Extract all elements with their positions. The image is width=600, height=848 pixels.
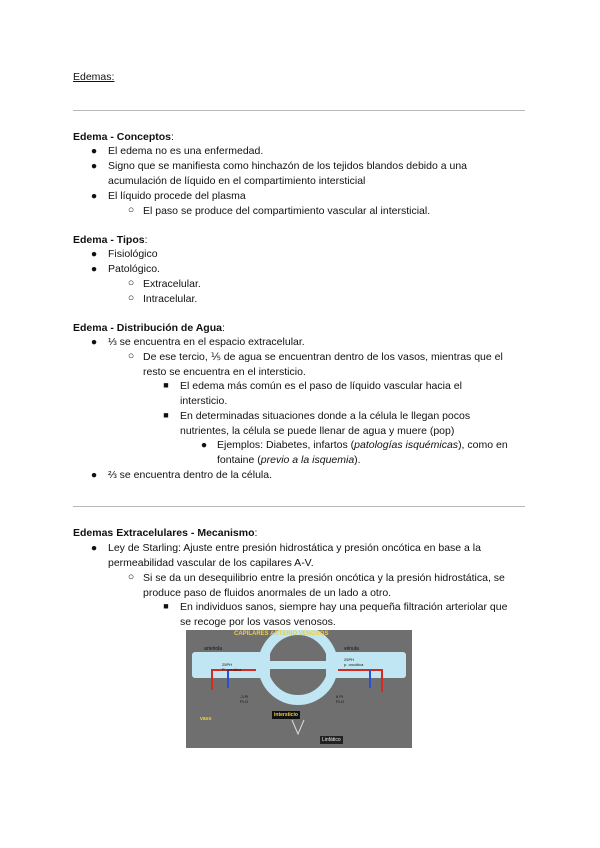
pressure-left-value: -3 Pi Pi-O — [240, 694, 249, 704]
pressure-right-value: 8 Pi Pi-O — [336, 694, 344, 704]
vaso-label: vaso — [200, 716, 212, 722]
list-item: ⅔ se encuentra dentro de la célula. — [108, 469, 273, 481]
diagram-title: CAPILARES ARTERIO VENOSOS — [234, 631, 329, 637]
bullet-circle: ○ — [127, 292, 135, 304]
list-item: Extracelular. — [143, 278, 201, 290]
section-heading-conceptos: Edema - Conceptos: — [73, 131, 174, 143]
list-item: En determinadas situaciones donde a la célula le llegan pocos — [180, 410, 471, 422]
bullet-disc: ● — [90, 336, 98, 348]
bullet-square: ■ — [163, 410, 169, 420]
list-item-cont: resto se encuentra en el intersticio. — [143, 366, 306, 378]
bullet-disc: ● — [90, 190, 98, 202]
list-item-cont: se recoge por los vasos venosos. — [180, 616, 336, 628]
list-item: De ese tercio, ⅕ de agua se encuentran dentro de los vasos, mientras que el — [143, 351, 503, 363]
bullet-circle: ○ — [127, 350, 135, 362]
bullet-disc: ● — [90, 160, 98, 172]
divider — [73, 110, 525, 111]
capillary-diagram — [186, 630, 412, 748]
list-item: Si se da un desequilibrio entre la presión oncótica y la presión hidrostática, se — [143, 572, 505, 584]
list-item: El edema no es una enfermedad. — [108, 145, 264, 157]
list-item: Ejemplos: Diabetes, infartos (patologías isquémicas), como en — [217, 439, 508, 451]
bullet-square: ■ — [163, 380, 169, 390]
section-heading-tipos: Edema - Tipos: — [73, 234, 148, 246]
list-item: El líquido procede del plasma — [108, 190, 246, 202]
bullet-circle: ○ — [127, 204, 135, 216]
venula-label: vénula — [344, 646, 359, 652]
list-item-cont: acumulación de líquido en el compartimiento intersticial — [108, 175, 366, 187]
bullet-disc: ● — [90, 145, 98, 157]
bullet-disc: ● — [90, 248, 98, 260]
bullet-disc: ● — [200, 439, 208, 451]
section-heading-mecanismo: Edemas Extracelulares - Mecanismo: — [73, 527, 258, 539]
list-item: En individuos sanos, siempre hay una pequeña filtración arteriolar que — [180, 601, 508, 613]
arteriola-label: arteriola — [204, 646, 223, 652]
list-item: El paso se produce del compartimiento vascular al intersticial. — [143, 205, 431, 217]
intersticio-label: intersticio — [274, 712, 298, 718]
linfatico-label: Linfático — [322, 737, 341, 743]
list-item-cont: fontaine (previo a la isquemia). — [217, 454, 361, 466]
list-item: Intracelular. — [143, 293, 198, 305]
bullet-circle: ○ — [127, 277, 135, 289]
bullet-square: ■ — [163, 601, 169, 611]
page-title: Edemas: — [73, 71, 115, 83]
list-item-cont: permeabilidad vascular de los capilares A-V. — [108, 557, 314, 569]
left-pressure-label: 25PH P. oncótica — [222, 662, 242, 672]
capillary-bar — [264, 661, 332, 669]
list-item: ⅓ se encuentra en el espacio extracelular. — [108, 336, 305, 348]
list-item-cont: intersticio. — [180, 395, 228, 407]
list-item-cont: produce paso de fluidos anormales de un lado a otro. — [143, 587, 392, 599]
bullet-disc: ● — [90, 542, 98, 554]
list-item: El edema más común es el paso de líquido vascular hacia el — [180, 380, 462, 392]
list-item-cont: nutrientes, la célula se puede llenar de agua y muere (pop) — [180, 425, 455, 437]
divider — [73, 506, 525, 507]
bullet-circle: ○ — [127, 571, 135, 583]
list-item: Patológico. — [108, 263, 160, 275]
section-heading-distribucion: Edema - Distribución de Agua: — [73, 322, 225, 334]
bullet-disc: ● — [90, 469, 98, 481]
list-item: Ley de Starling: Ajuste entre presión hidrostática y presión oncótica en base a la — [108, 542, 481, 554]
right-pressure-label: 25PH p. oncótica — [344, 657, 364, 667]
list-item: Fisiológico — [108, 248, 158, 260]
bullet-disc: ● — [90, 263, 98, 275]
list-item: Signo que se manifiesta como hinchazón de los tejidos blandos debido a una — [108, 160, 467, 172]
